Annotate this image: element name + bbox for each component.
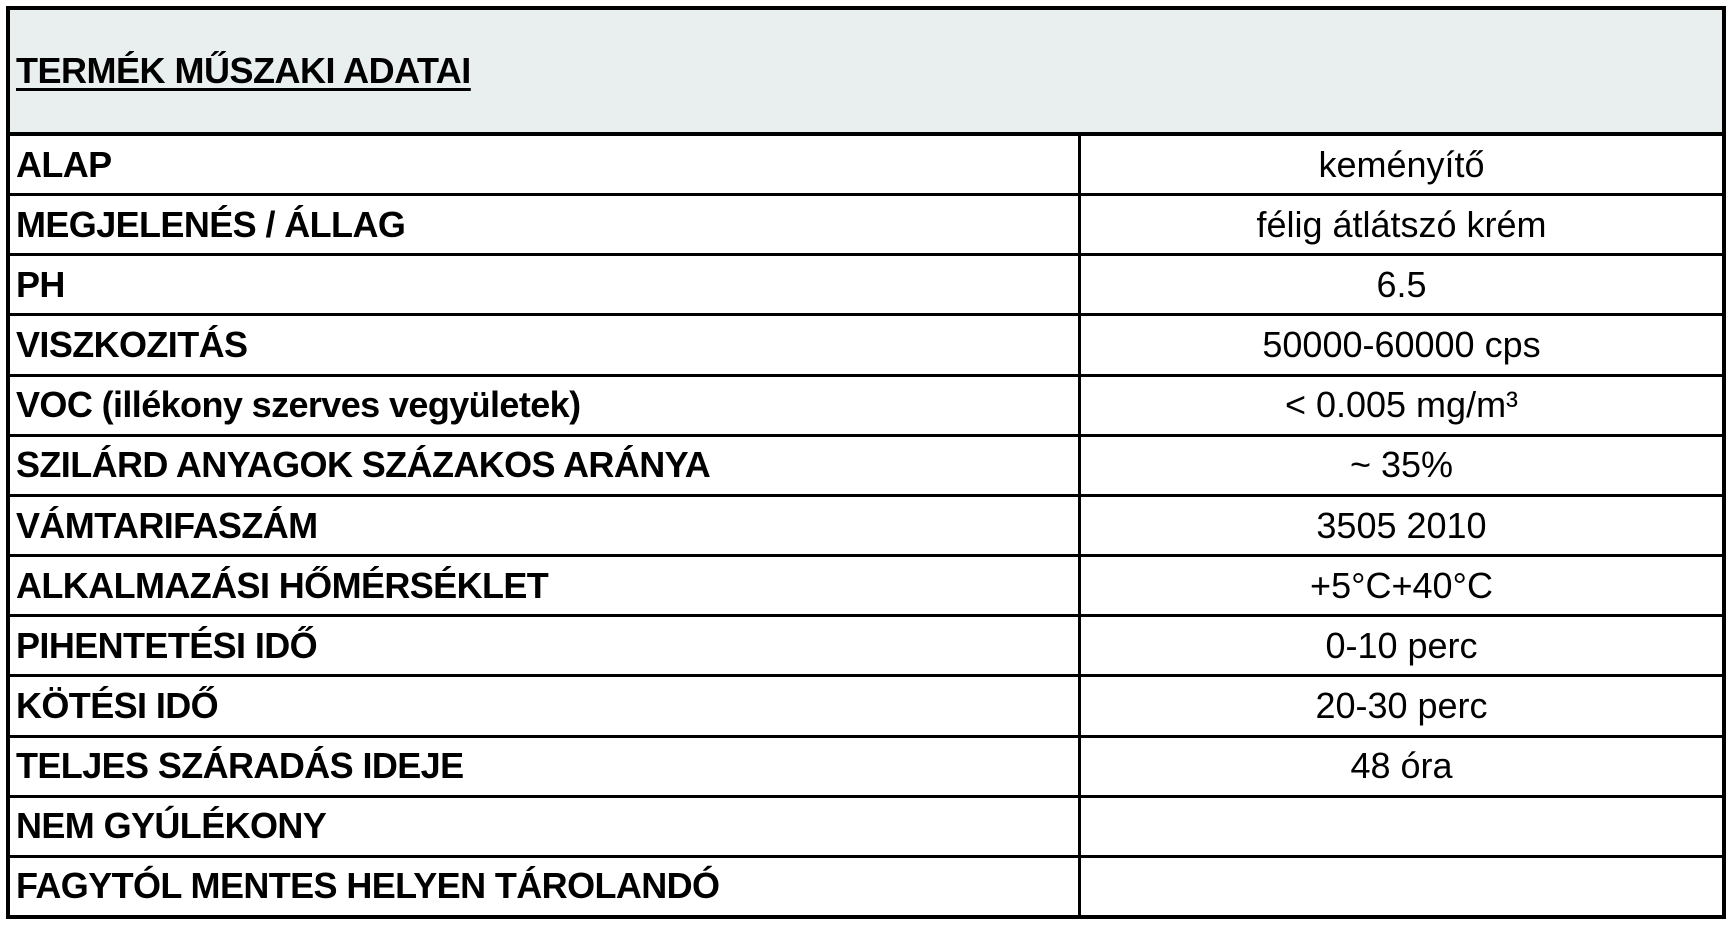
row-label: ALKALMAZÁSI HŐMÉRSÉKLET <box>10 557 1081 614</box>
row-label: TELJES SZÁRADÁS IDEJE <box>10 738 1081 795</box>
table-row <box>10 617 1722 677</box>
row-label: SZILÁRD ANYAGOK SZÁZAKOS ARÁNYA <box>10 437 1081 494</box>
row-label: VOC (illékony szerves vegyületek) <box>10 377 1081 434</box>
table-row <box>10 497 1722 557</box>
table-row <box>10 437 1722 497</box>
row-label: MEGJELENÉS / ÁLLAG <box>10 196 1081 253</box>
row-value: 48 óra <box>1350 745 1453 787</box>
row-value: < 0.005 mg/m³ <box>1284 384 1519 426</box>
row-value: keményítő <box>1318 143 1485 185</box>
row-value: ~ 35% <box>1349 444 1454 486</box>
table-row <box>10 316 1722 376</box>
row-value <box>1081 798 1722 855</box>
table-row <box>10 557 1722 617</box>
row-value: +5°C+40°C <box>1310 564 1493 606</box>
table-body <box>10 136 1722 915</box>
row-value: 0-10 perc <box>1325 624 1478 666</box>
row-value <box>1081 858 1722 915</box>
row-value: 3505 2010 <box>1316 504 1487 546</box>
row-value: 6.5 <box>1376 263 1427 305</box>
table-row <box>10 377 1722 437</box>
row-label: FAGYTÓL MENTES HELYEN TÁROLANDÓ <box>10 858 1081 915</box>
table-row <box>10 858 1722 915</box>
table-title: TERMÉK MŰSZAKI ADATAI <box>16 50 471 91</box>
row-value: félig átlátszó krém <box>1256 203 1547 245</box>
table-row <box>10 798 1722 858</box>
row-label: VÁMTARIFASZÁM <box>10 497 1081 554</box>
row-label: KÖTÉSI IDŐ <box>10 677 1081 734</box>
table-row <box>10 677 1722 737</box>
table-row <box>10 738 1722 798</box>
row-value: 20-30 perc <box>1315 684 1488 726</box>
row-label: NEM GYÚLÉKONY <box>10 798 1081 855</box>
row-label: ALAP <box>10 136 1081 193</box>
row-label: PH <box>10 256 1081 313</box>
row-value: 50000-60000 cps <box>1262 324 1541 366</box>
technical-data-table <box>6 6 1726 919</box>
row-label: PIHENTETÉSI IDŐ <box>10 617 1081 674</box>
table-row <box>10 136 1722 196</box>
table-row <box>10 196 1722 256</box>
table-row <box>10 256 1722 316</box>
table-header <box>10 10 1722 136</box>
row-label: VISZKOZITÁS <box>10 316 1081 373</box>
